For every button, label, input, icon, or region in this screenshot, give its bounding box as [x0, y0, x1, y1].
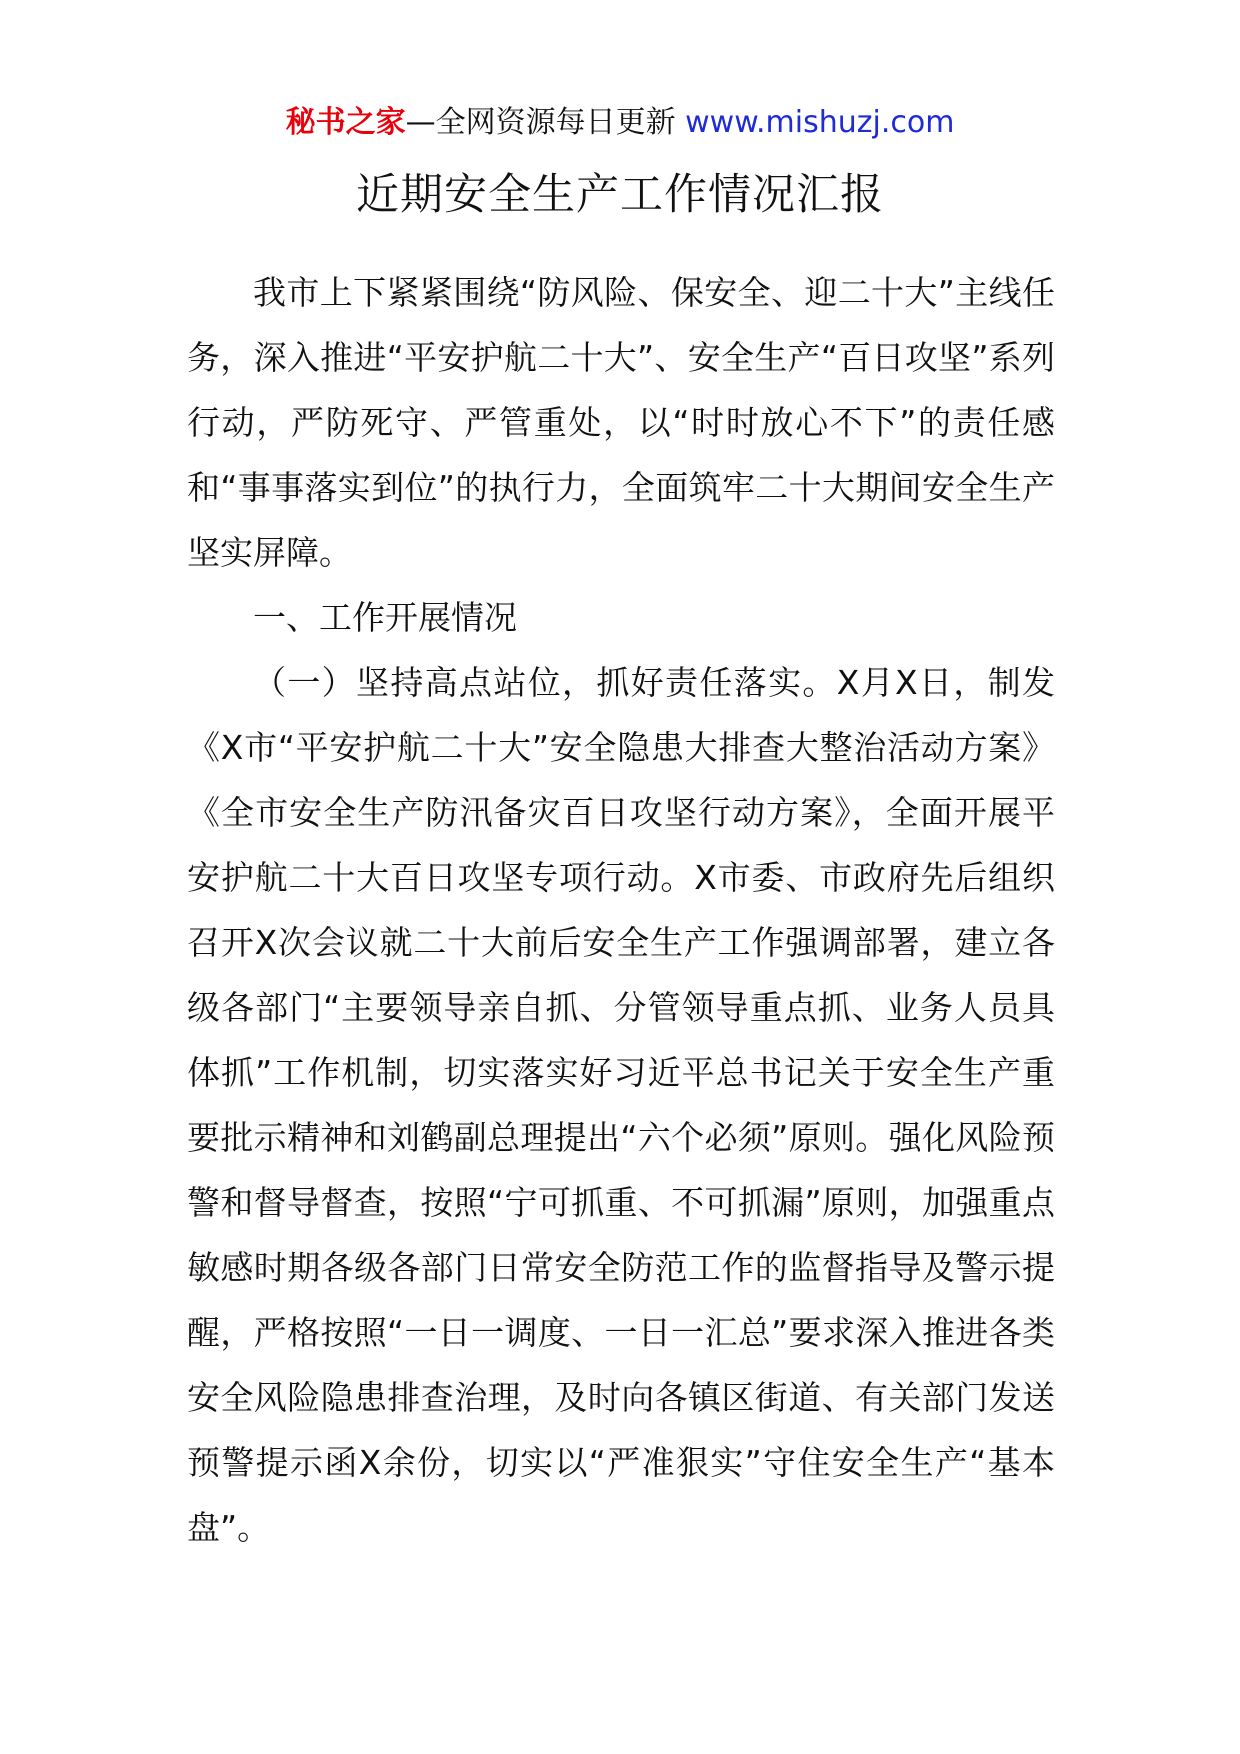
document-title: 近期安全生产工作情况汇报 — [356, 170, 884, 220]
document-body — [187, 260, 1055, 1560]
site-url-link[interactable]: www.mishuzj.com — [685, 105, 955, 140]
section-heading: 一、工作开展情况 — [253, 598, 517, 637]
site-header — [0, 100, 1240, 146]
subsection-paragraph: （一）坚持高点站位，抓好责任落实。X月X日，制发《X市“平安护航二十大”安全隐患大排查大整治活动方案》《全市安全生产防汛备灾百日攻坚行动方案》，全面开展平安护航二十大百日攻坚专项行动。X市委、市政府先后组织召开X次会议就二十大前后安全生产工作强调部署，建立各级各部门“主要领导亲自抓、分管领导重点抓、业务人员具体抓”工作机制，切实落实好习近平总书记关于安全生产重要批示精神和刘鹤副总理提出“六个必须”原则。强化风险预警和督导督查，按照“宁可抓重、不可抓漏”原则，加强重点敏感时期各级各部门日常安全防范工作的监督指导及警示提醒，严格按照“一日一调度、一日一汇总”要求深入推进各类安全风险隐患排查治理，及时向各镇区街道、有关部门发送预警提示函X余份，切实以“严准狠实”守住安全生产“基本盘”。 — [187, 663, 1055, 1547]
intro-paragraph: 我市上下紧紧围绕“防风险、保安全、迎二十大”主线任务，深入推进“平安护航二十大”、安全生产“百日攻坚”系列行动，严防死守、严管重处，以“时时放心不下”的责任感和“事事落实到位”的执行力，全面筑牢二十大期间安全生产坚实屏障。 — [187, 273, 1055, 572]
site-slogan: —全网资源每日更新 — [405, 105, 676, 140]
site-brand: 秘书之家 — [285, 105, 406, 140]
